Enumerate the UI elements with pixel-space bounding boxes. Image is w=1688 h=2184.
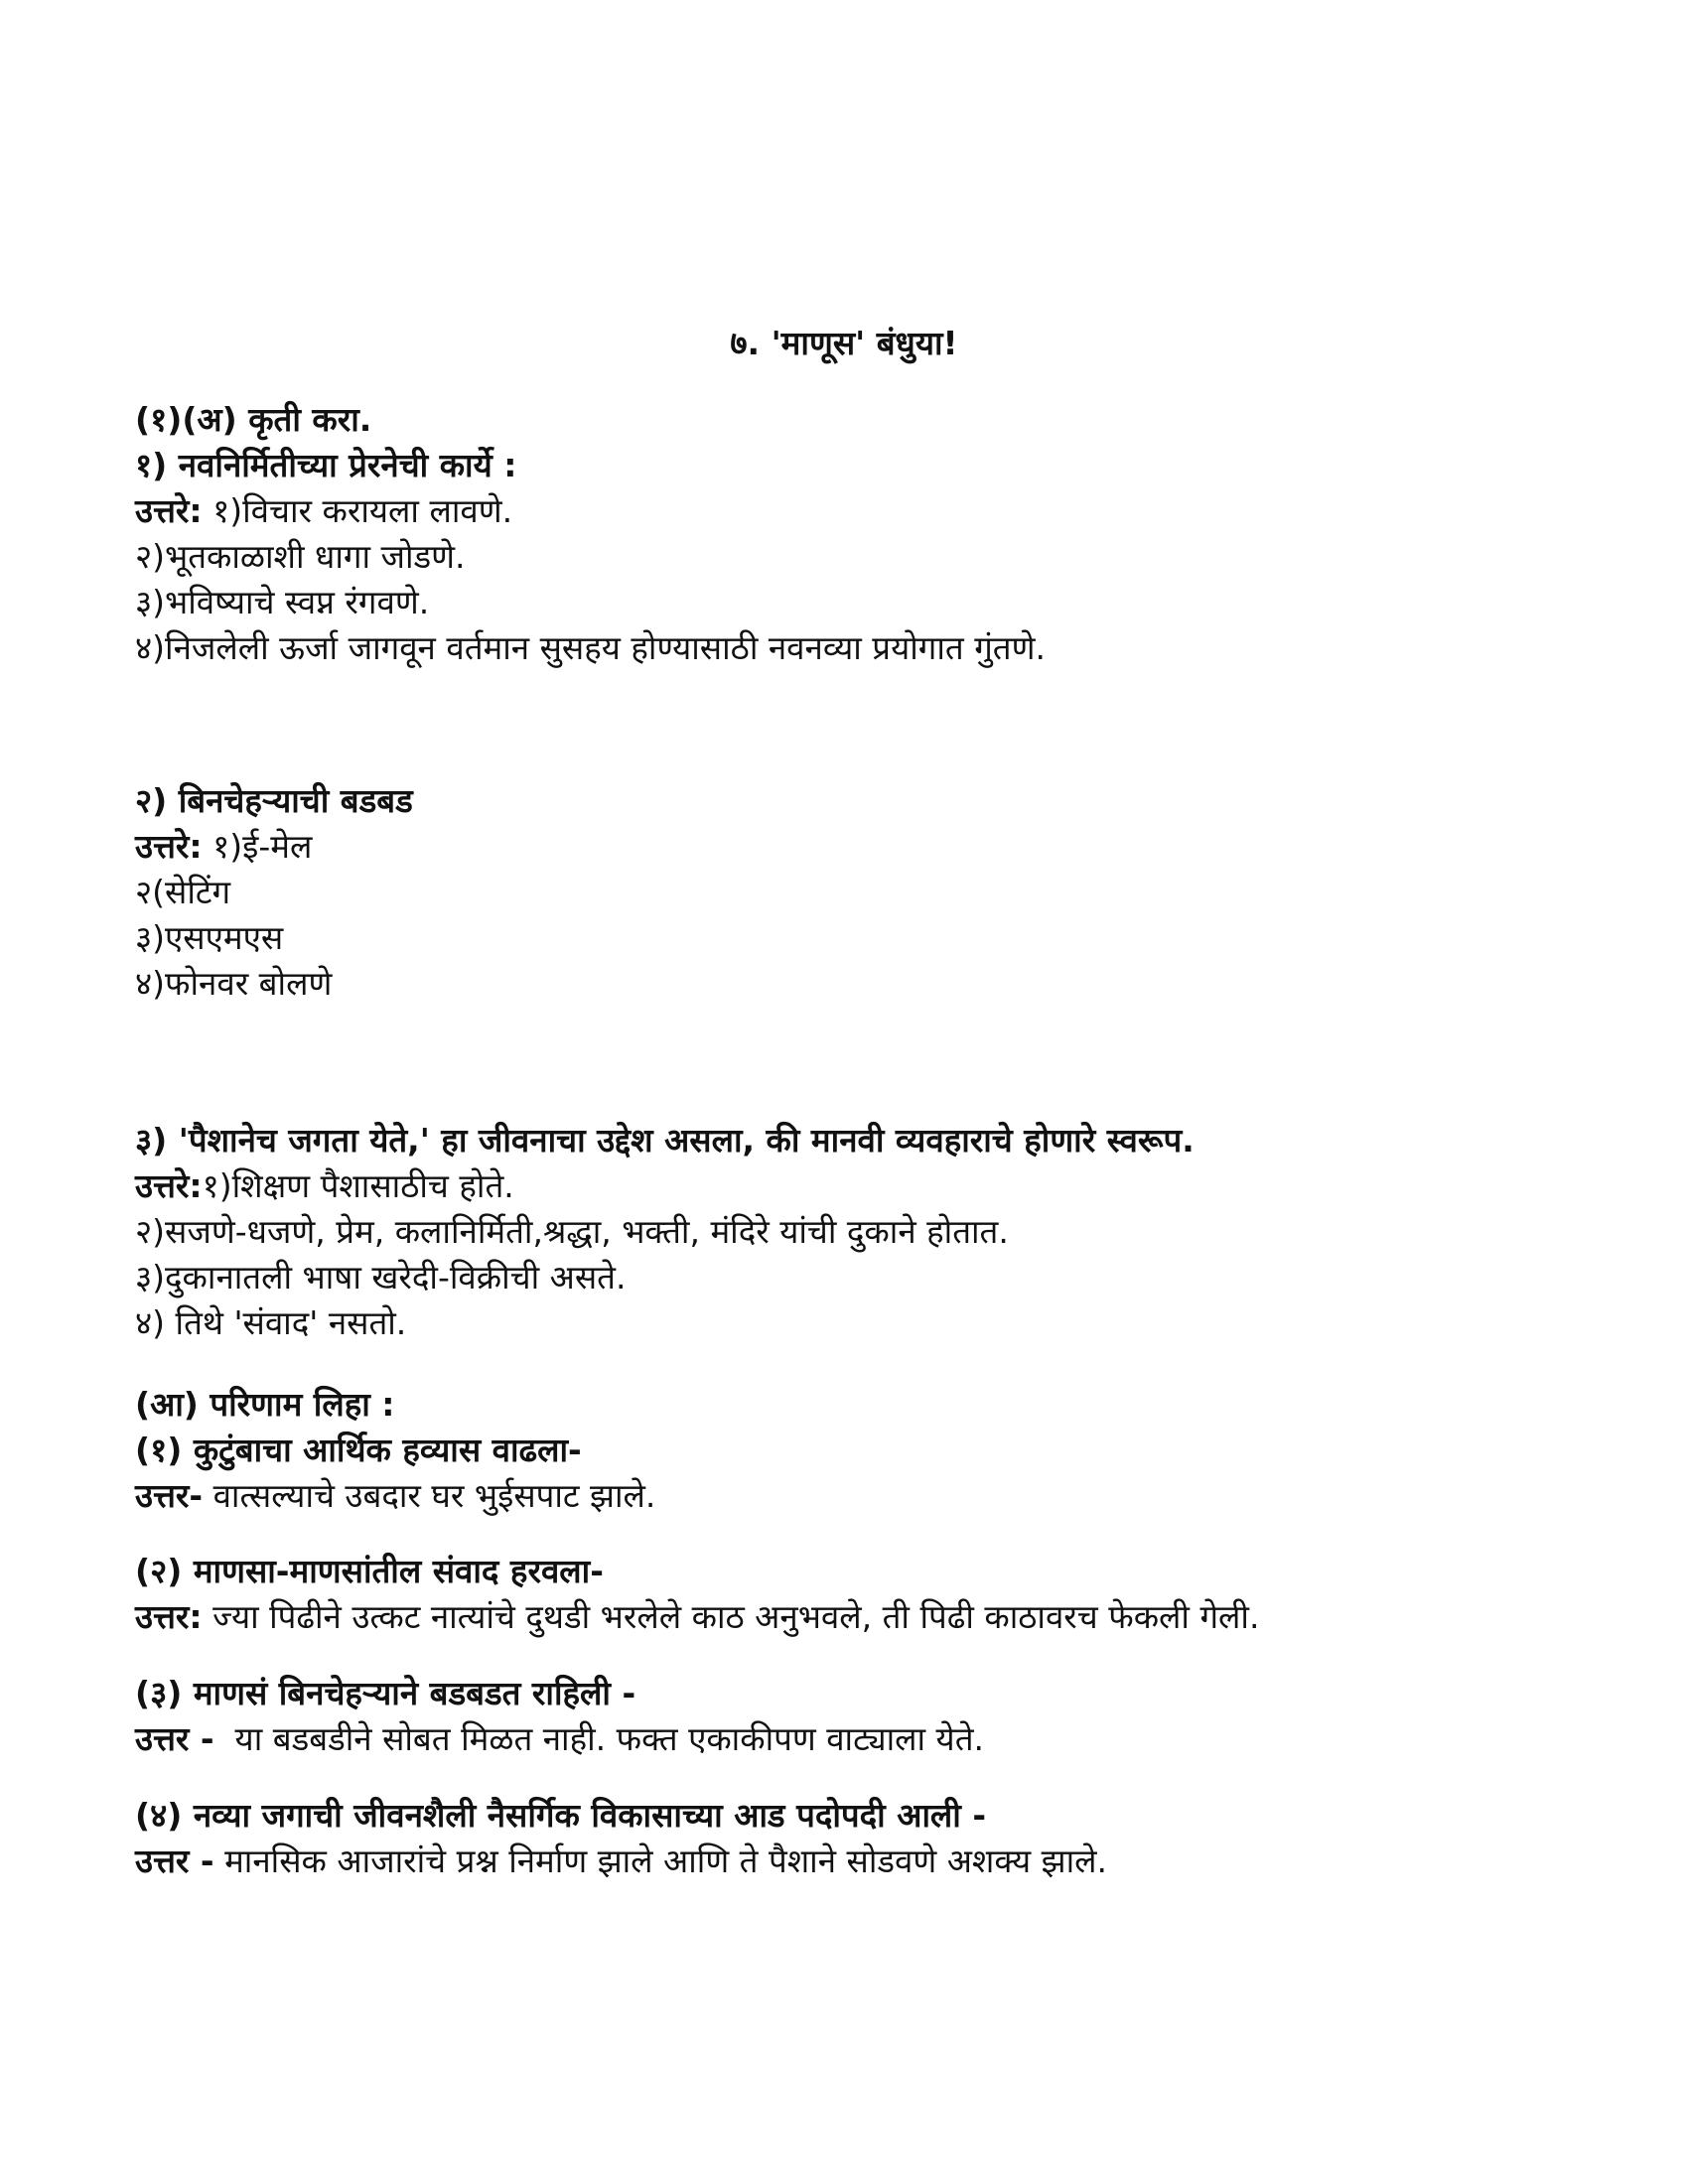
answer-line	[135, 488, 1565, 534]
result-4-question: (४) नव्या जगाची जीवनशैली नैसर्गिक विकासाच्या आड पदोपदी आली -	[135, 1796, 987, 1835]
answer-label: उत्तरे:	[135, 1166, 203, 1205]
question-1: १) नवनिर्मितीच्या प्रेरनेची कार्ये :	[135, 446, 517, 484]
answer-line: २)सजणे-धजणे, प्रेम, कलानिर्मिती,श्रद्धा, भक्ती, मंदिरे यांची दुकाने होतात.	[135, 1212, 1009, 1251]
answer-label: उत्तरे:	[135, 827, 203, 866]
result-4-answer	[135, 1839, 1565, 1884]
answer-line: ४) तिथे 'संवाद' नसतो.	[135, 1303, 407, 1342]
section-1	[135, 397, 1565, 671]
answer-line: २(सेटिंग	[135, 873, 231, 911]
result-1-question: (१) कुटुंबाचा आर्थिक हव्यास वाढला-	[135, 1431, 582, 1469]
question-3: ३) 'पैशानेच जगता येते,' हा जीवनाचा उद्देश असला, की मानवी व्यवहाराचे होणारे स्वरूप.	[135, 1121, 1195, 1160]
answer-line: ४)फोनवर बोलणे	[135, 964, 333, 1003]
result-2-question: (२) माणसा-माणसांतील संवाद हरवला-	[135, 1552, 604, 1590]
result-3-answer	[135, 1716, 1565, 1762]
result-2-block	[135, 1549, 1565, 1640]
answer-label: उत्तर -	[135, 1842, 214, 1880]
answer-line: २)भूतकाळाशी धागा जोडणे.	[135, 537, 466, 576]
answer-line	[135, 824, 1565, 870]
result-1-answer	[135, 1473, 1565, 1519]
answer-text: या बडबडीने सोबत मिळत नाही. फक्त एकाकीपण वाट्याला येते.	[213, 1719, 984, 1758]
answer-line: ३)दुकानातली भाषा खरेदी-विक्रीची असते.	[135, 1258, 627, 1297]
result-4-block	[135, 1793, 1565, 1884]
answer-line: ३)भविष्याचे स्वप्न रंगवणे.	[135, 583, 430, 621]
question-2: २) बिनचेहऱ्याची बडबड	[135, 781, 413, 820]
answer-line: ३)एसएमएस	[135, 918, 284, 957]
answer-text: १)विचार करायला लावणे.	[212, 491, 513, 530]
result-3-question: (३) माणसं बिनचेहऱ्याने बडबडत राहिली -	[135, 1674, 636, 1712]
answer-text: १)ई-मेल	[212, 827, 313, 866]
section-2-block	[135, 1382, 1565, 1519]
result-3-block	[135, 1671, 1565, 1762]
answer-text: १)शिक्षण पैशासाठीच होते.	[202, 1166, 514, 1205]
answer-text: वात्सल्याचे उबदार घर भुईसपाट झाले.	[203, 1476, 656, 1515]
answer-line: ४)निजलेली ऊर्जा जागवून वर्तमान सुसहय होण्यासाठी नवनव्या प्रयोगात गुंतणे.	[135, 628, 1046, 667]
section-2-heading: (आ) परिणाम लिहा :	[135, 1385, 395, 1424]
answer-label: उत्तर-	[135, 1476, 204, 1515]
answer-label: उत्तरे:	[135, 491, 203, 530]
answer-line	[135, 1163, 1565, 1209]
answer-label: उत्तर:	[135, 1597, 203, 1636]
result-2-answer	[135, 1594, 1565, 1640]
answer-text: मानसिक आजारांचे प्रश्न निर्माण झाले आणि ते पैशाने सोडवणे अशक्य झाले.	[213, 1842, 1108, 1880]
section-1-heading: (१)(अ) कृती करा.	[135, 400, 372, 439]
question-3-block	[135, 1118, 1565, 1346]
answer-label: उत्तर -	[135, 1719, 214, 1758]
question-2-block	[135, 778, 1565, 1007]
answer-text: ज्या पिढीने उत्कट नात्यांचे दुथडी भरलेले काठ अनुभवले, ती पिढी काठावरच फेकली गेली.	[202, 1597, 1260, 1636]
chapter-title: ७. 'माणूस' बंधुया!	[730, 324, 958, 362]
